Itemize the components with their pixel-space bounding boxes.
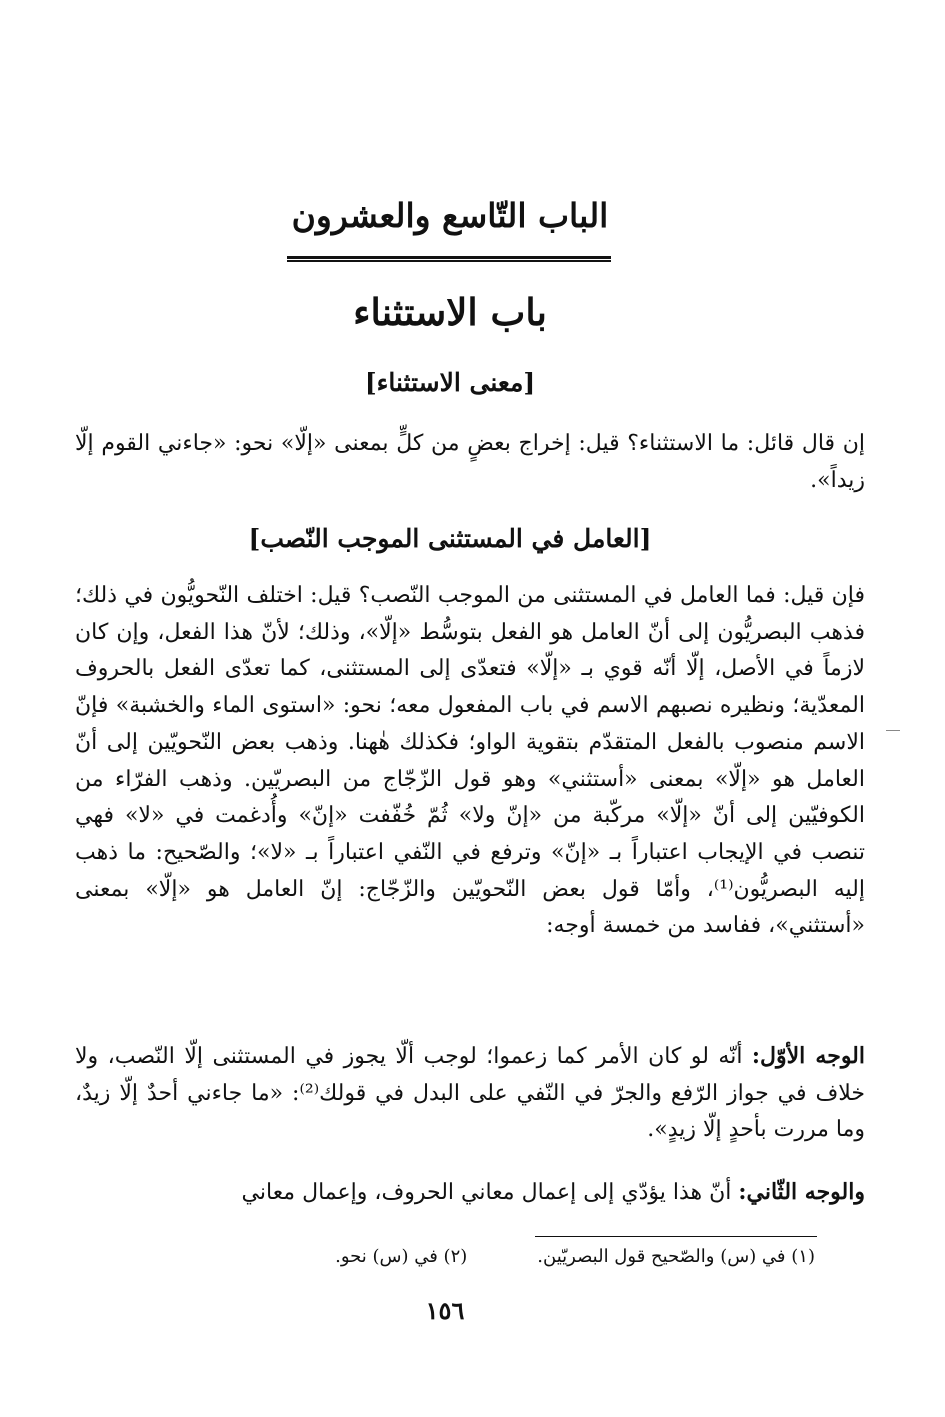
page-number: ١٥٦: [425, 1296, 465, 1325]
paragraph-second-aspect: [75, 1174, 865, 1212]
margin-mark: [886, 730, 900, 731]
footnote-1: (١) في (س) والصّحيح قول البصريّين.: [537, 1246, 815, 1267]
paragraph-first-aspect: [75, 1038, 865, 1149]
second-aspect-lead: والوجه الثّاني:: [738, 1179, 865, 1205]
footnote-2: (٢) في (س) نحو.: [335, 1246, 468, 1267]
title-double-rule: [287, 256, 611, 262]
footnote-separator: [535, 1236, 817, 1237]
subheading-meaning: [معنى الاستثناء]: [364, 368, 536, 397]
paragraph-operator-discussion: فإن قيل: فما العامل في المستثنى من الموجب النّصب؟ قيل: اختلف النّحويُّون في ذلك؛ فذهب البصريُّون إلى أنّ العامل هو الفعل بتوسُّط «إلّا»، وذلك؛ لأنّ هذا الفعل، وإن كان لازماً في الأصل، إلّا أنّه قوي بـ «إلّا» فتعدّى إلى المستثنى، كما تعدّى الفعل بالحروف المعدّية؛ ونظيره نصبهم الاسم في باب المفعول معه؛ نحو: «استوى الماء والخشبة» فإنّ الاسم منصوب بالفعل المتقدّم بتقوية الواو؛ فكذلك هٰهنا. وذهب بعض النّحويّين إلى أنّ العامل هو «إلّا» بمعنى «أستثني» وهو قول الزّجّاج من البصريّين. وذهب الفرّاء من الكوفيّين إلى أنّ «إلّا» مركّبة من «إنّ ولا» ثُمّ خُفّفت «إنّ» وأُدغمت في «لا» فهي تنصب في الإيجاب اعتباراً بـ «إنّ» وترفع في النّفي اعتباراً بـ «لا»؛ والصّحيح: ما ذهب إليه البصريُّون⁽¹⁾، وأمّا قول بعض النّحويّين والزّجّاج: إنّ العامل هو «إلّا» بمعنى «أستثني»، ففاسد من خمسة أوجه:: [75, 583, 865, 939]
paragraph-definition: إن قال قائل: ما الاستثناء؟ قيل: إخراج بعضٍ من كلٍّ بمعنى «إلّا» نحو: «جاءني القوم إلّا زيداً».: [75, 431, 865, 493]
first-aspect-text: أنّه لو كان الأمر كما زعموا؛ لوجب ألّا يجوز في المستثنى إلّا النّصب، ولا خلاف في جواز الرّفع والجرّ في النّفي على البدل في قولك⁽²⁾: «ما جاءني أحدٌ إلّا زيدٌ، وما مررت بأحدٍ إلّا زيدٍ».: [75, 1044, 865, 1143]
section-title: باب الاستثناء: [353, 290, 547, 334]
second-aspect-text: أنّ هذا يؤدّي إلى إعمال معاني الحروف، وإعمال معاني: [241, 1180, 739, 1205]
footnotes: [335, 1246, 815, 1267]
subheading-operator: [العامل في المستثنى الموجب النّصب]: [248, 524, 652, 553]
chapter-title: الباب التّاسع والعشرون: [291, 196, 609, 235]
first-aspect-lead: الوجه الأوّل:: [751, 1043, 865, 1069]
